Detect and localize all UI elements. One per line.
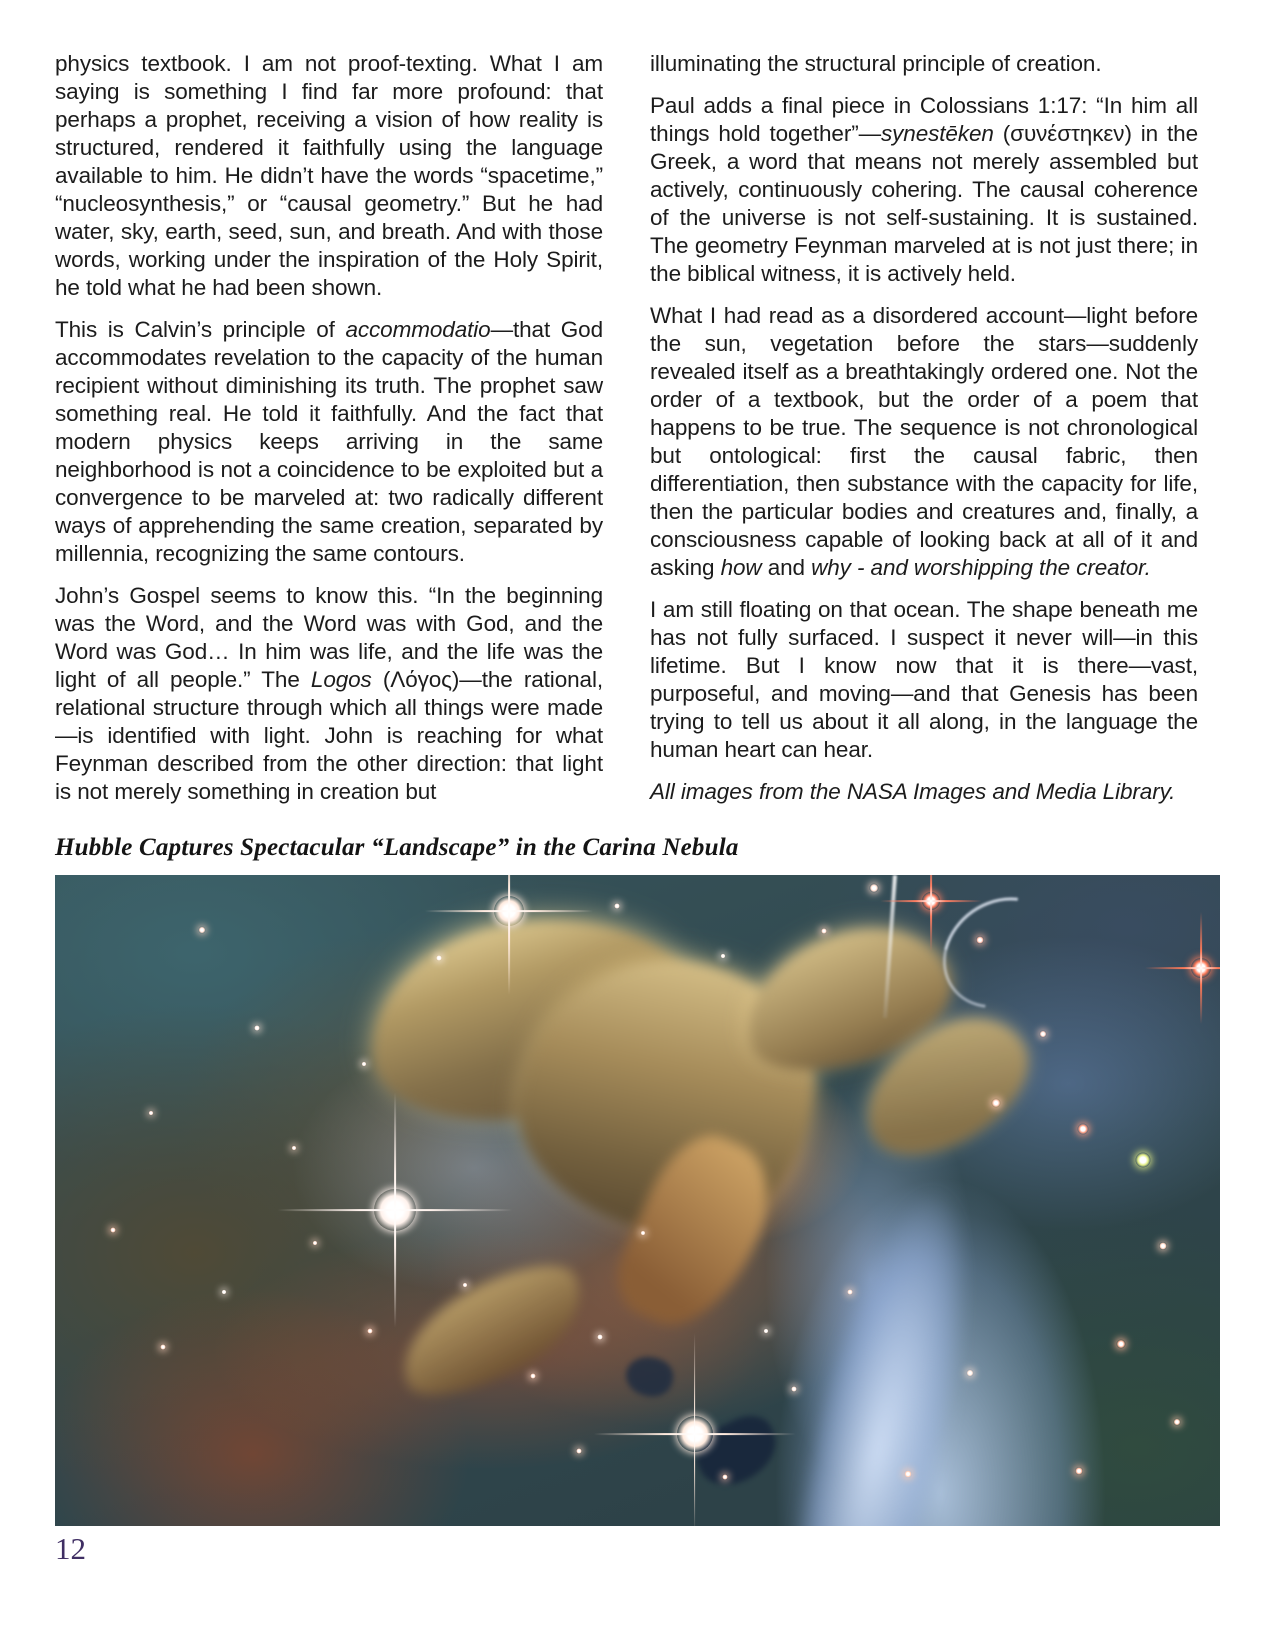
- star: [597, 1334, 603, 1340]
- dust-pillar-shape: [383, 1244, 601, 1417]
- paragraph: Paul adds a final piece in Colossians 1:17: “In him all things hold together”—synestēken (συνέστηκεν) in the Greek, a word that means not merely assembled but actively, continuously cohering. The causal coherence of the universe is not self-sustaining. It is sustained. The geometry Feynman marveled at is not just there; in the biblical witness, it is actively held.: [650, 93, 1198, 286]
- star: [436, 955, 442, 961]
- article-body: [55, 50, 1220, 820]
- star: [110, 1227, 116, 1233]
- star: [1159, 1242, 1167, 1250]
- star: [312, 1240, 317, 1245]
- figure-caption: Hubble Captures Spectacular “Landscape” in the Carina Nebula: [55, 834, 739, 861]
- star: [966, 1370, 973, 1377]
- article-column-left: [55, 50, 603, 820]
- star: [904, 1470, 912, 1478]
- star: [494, 896, 524, 926]
- stellar-jet-loop-shape: [922, 875, 1082, 1030]
- paragraph: physics textbook. I am not proof-texting. What I am saying is something I find far more profound: that perhaps a prophet, receiving a vision of how reality is structured, rendered it faithfully using the language available to him. He didn’t have the words “spacetime,” “nucleosynthesis,” or “causal geometry.” But he had water, sky, earth, seed, sun, and breath. And with those words, working under the inspiration of the Holy Spirit, he told what he had been shown.: [55, 51, 603, 300]
- star: [1039, 1031, 1046, 1038]
- star: [361, 1061, 366, 1066]
- star: [869, 884, 878, 893]
- star: [1136, 1153, 1151, 1168]
- paragraph: I am still floating on that ocean. The shape beneath me has not fully surfaced. I suspect it never will—in this lifetime. But I know now that it is there—vast, purposeful, and moving—and that Genesis has been trying to tell us about it all along, in the language the human heart can hear.: [650, 597, 1198, 762]
- image-credit-line: All images from the NASA Images and Media Library.: [650, 779, 1176, 804]
- star: [160, 1344, 166, 1350]
- star: [463, 1283, 468, 1288]
- paragraph: illuminating the structural principle of creation.: [650, 51, 1102, 76]
- paragraph: John’s Gospel seems to know this. “In the beginning was the Word, and the Word was with God, and the Word was God… In him was life, and the life was the light of all people.” The Logos (Λόγος)—the rational, relational structure through which all things were made—is identified with light. John is reaching for what Feynman described from the other direction: that light is not merely something in creation but: [55, 583, 603, 804]
- star: [922, 892, 940, 910]
- article-column-right: [650, 50, 1198, 820]
- star: [367, 1328, 373, 1334]
- star: [374, 1189, 416, 1231]
- page-number: 12: [55, 1531, 86, 1566]
- star: [791, 1386, 797, 1392]
- dark-globule-shape: [622, 1351, 677, 1401]
- star: [992, 1098, 1001, 1107]
- carina-nebula-image: [55, 875, 1220, 1526]
- star: [722, 1474, 728, 1480]
- star: [677, 1416, 713, 1452]
- star: [1191, 958, 1211, 978]
- star: [148, 1110, 153, 1115]
- star: [821, 928, 827, 934]
- star: [1173, 1418, 1180, 1425]
- star: [254, 1025, 260, 1031]
- star: [976, 936, 984, 944]
- star: [763, 1328, 768, 1333]
- star: [221, 1289, 226, 1294]
- star: [847, 1289, 853, 1295]
- star: [720, 954, 725, 959]
- star: [576, 1448, 582, 1454]
- star: [1077, 1123, 1088, 1134]
- paragraph: This is Calvin’s principle of accommodatio—that God accommodates revelation to the capacity of the human recipient without diminishing its truth. The prophet saw something real. He told it faithfully. And the fact that modern physics keeps arriving in the same neighborhood is not a coincidence to be exploited but a convergence to be marveled at: two radically different ways of apprehending the same creation, separated by millennia, recognizing the same contours.: [55, 317, 603, 566]
- star: [530, 1373, 536, 1379]
- star: [1075, 1467, 1083, 1475]
- star: [198, 927, 205, 934]
- star: [641, 1231, 646, 1236]
- paragraph: What I had read as a disordered account—light before the sun, vegetation before the stars—suddenly revealed itself as a breathtakingly ordered one. Not the order of a textbook, but the order of a poem that happens to be true. The sequence is not chronological but ontological: first the causal fabric, then differentiation, then substance with the capacity for life, then the particular bodies and creatures and, finally, a consciousness capable of looking back at all of it and asking how and why - and worshipping the creator.: [650, 303, 1198, 580]
- star: [291, 1146, 296, 1151]
- star: [1116, 1339, 1125, 1348]
- star: [614, 903, 620, 909]
